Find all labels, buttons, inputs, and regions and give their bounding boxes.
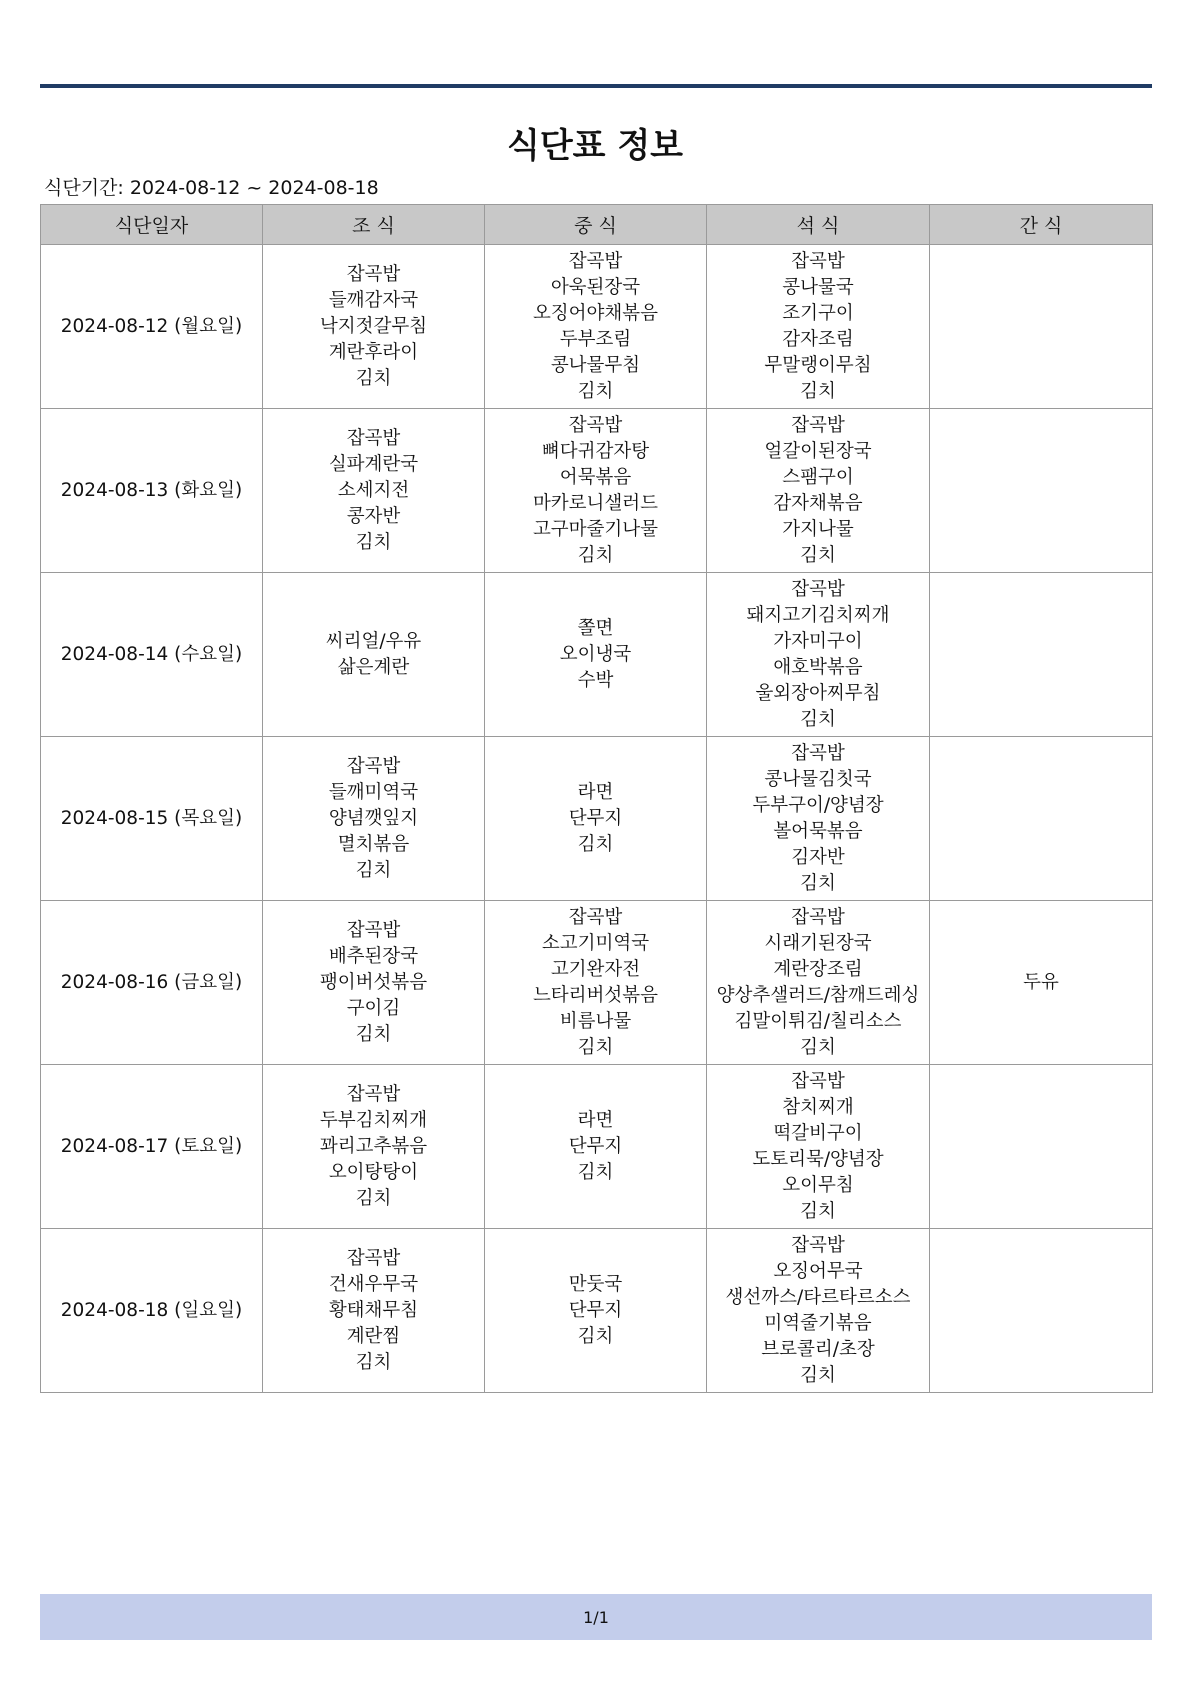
dish-item: 김치 — [800, 544, 836, 566]
lunch-cell — [485, 901, 707, 1065]
dish-item: 잡곡밥 — [791, 742, 845, 764]
page-number: 1/1 — [583, 1607, 609, 1627]
header-breakfast: 조 식 — [263, 205, 485, 245]
breakfast-cell — [263, 737, 485, 901]
dish-item: 고구마줄기나물 — [532, 518, 659, 540]
dish-item: 김치 — [577, 833, 614, 855]
dish-item: 도토리묵/양념장 — [752, 1148, 884, 1170]
table-row — [41, 1229, 1153, 1393]
dish-item: 미역줄기볶음 — [764, 1312, 872, 1334]
table-row — [41, 737, 1153, 901]
dish-item: 낙지젓갈무침 — [319, 315, 428, 337]
dinner-cell — [707, 1065, 930, 1229]
dish-item: 배추된장국 — [328, 945, 419, 967]
dish-item: 잡곡밥 — [791, 1234, 845, 1256]
dish-item: 건새우무국 — [328, 1273, 419, 1295]
dish-item: 마카로니샐러드 — [532, 492, 659, 514]
dish-item: 잡곡밥 — [346, 755, 401, 777]
snack-cell — [930, 573, 1153, 737]
dish-item: 멸치볶음 — [337, 833, 410, 855]
dish-item: 단무지 — [568, 1299, 623, 1321]
dish-item: 두부구이/양념장 — [752, 794, 884, 816]
dish-item: 김치 — [800, 708, 836, 730]
dish-item: 양념깻잎지 — [328, 807, 419, 829]
dish-item: 잡곡밥 — [568, 414, 623, 436]
table-row — [41, 1065, 1153, 1229]
dish-item: 스팸구이 — [782, 466, 854, 488]
dish-item: 잡곡밥 — [791, 906, 845, 928]
date-cell: 2024-08-17 (토요일) — [41, 1065, 263, 1229]
date-cell: 2024-08-18 (일요일) — [41, 1229, 263, 1393]
dish-item: 김치 — [800, 1036, 836, 1058]
dish-item: 조기구이 — [782, 302, 854, 324]
dish-item: 김치 — [355, 531, 392, 553]
dinner-cell — [707, 737, 930, 901]
dish-item: 황태채무침 — [328, 1299, 419, 1321]
top-divider — [40, 84, 1152, 88]
breakfast-cell — [263, 573, 485, 737]
header-snack: 간 식 — [930, 205, 1153, 245]
dish-item: 김치 — [355, 1187, 392, 1209]
dish-item: 잡곡밥 — [346, 1083, 401, 1105]
snack-cell — [930, 1065, 1153, 1229]
dish-item: 느타리버섯볶음 — [532, 984, 659, 1006]
dish-item: 볼어묵볶음 — [773, 820, 863, 842]
dish-item: 울외장아찌무침 — [755, 682, 881, 704]
dish-item: 김치 — [577, 1325, 614, 1347]
dish-item: 실파계란국 — [328, 453, 419, 475]
dish-item: 감자채볶음 — [773, 492, 863, 514]
dish-item: 김치 — [577, 1161, 614, 1183]
dish-item: 오이탕탕이 — [328, 1161, 419, 1183]
date-cell: 2024-08-15 (목요일) — [41, 737, 263, 901]
table-body — [41, 245, 1153, 1393]
header-lunch: 중 식 — [485, 205, 707, 245]
dish-item: 생선까스/타르타르소스 — [725, 1286, 911, 1308]
dish-item: 오이무침 — [782, 1174, 854, 1196]
dish-item: 김치 — [355, 367, 392, 389]
breakfast-cell — [263, 1065, 485, 1229]
dish-item: 김치 — [577, 380, 614, 402]
dish-item: 무말랭이무침 — [764, 354, 872, 376]
dish-item: 콩나물무침 — [550, 354, 641, 376]
dish-item: 두부조림 — [559, 328, 632, 350]
dish-item: 잡곡밥 — [346, 1247, 401, 1269]
dish-item: 잡곡밥 — [346, 263, 401, 285]
dish-item: 들깨미역국 — [328, 781, 419, 803]
dish-item: 씨리얼/우유 — [325, 630, 422, 652]
dish-item: 콩나물김칫국 — [764, 768, 872, 790]
dish-item: 아욱된장국 — [550, 276, 641, 298]
dish-item: 돼지고기김치찌개 — [746, 604, 890, 626]
dish-item: 단무지 — [568, 807, 623, 829]
dish-item: 오이냉국 — [559, 643, 632, 665]
dish-item: 라면 — [577, 781, 614, 803]
dish-item: 고기완자전 — [550, 958, 641, 980]
dish-item: 애호박볶음 — [773, 656, 863, 678]
dish-item: 김치 — [355, 1023, 392, 1045]
table-row — [41, 245, 1153, 409]
dinner-cell — [707, 901, 930, 1065]
table-row — [41, 573, 1153, 737]
dish-item: 콩나물국 — [782, 276, 854, 298]
header-dinner: 석 식 — [707, 205, 930, 245]
dish-item: 잡곡밥 — [791, 414, 845, 436]
lunch-cell — [485, 245, 707, 409]
dish-item: 김치 — [800, 872, 836, 894]
dish-item: 삶은계란 — [337, 656, 410, 678]
dish-item: 김치 — [800, 1200, 836, 1222]
dish-item: 가지나물 — [782, 518, 854, 540]
dish-item: 김치 — [577, 1036, 614, 1058]
dish-item: 잡곡밥 — [568, 250, 623, 272]
dish-item: 구이김 — [346, 997, 401, 1019]
dinner-cell — [707, 1229, 930, 1393]
dish-item: 김치 — [355, 1351, 392, 1373]
dish-item: 잡곡밥 — [568, 906, 623, 928]
dish-item: 만둣국 — [568, 1273, 623, 1295]
date-cell: 2024-08-12 (월요일) — [41, 245, 263, 409]
header-date: 식단일자 — [41, 205, 263, 245]
lunch-cell — [485, 409, 707, 573]
dish-item: 콩자반 — [346, 505, 401, 527]
snack-cell — [930, 1229, 1153, 1393]
breakfast-cell — [263, 245, 485, 409]
snack-cell — [930, 409, 1153, 573]
dish-item: 계란찜 — [346, 1325, 401, 1347]
dish-item: 팽이버섯볶음 — [319, 971, 428, 993]
dish-item: 시래기된장국 — [764, 932, 872, 954]
dinner-cell — [707, 409, 930, 573]
page-footer — [40, 1594, 1152, 1640]
dish-item: 쫄면 — [577, 617, 614, 639]
dish-item: 떡갈비구이 — [773, 1122, 863, 1144]
table-row — [41, 901, 1153, 1065]
dish-item: 오징어야채볶음 — [532, 302, 659, 324]
dish-item: 감자조림 — [782, 328, 854, 350]
dish-item: 브로콜리/초장 — [761, 1338, 875, 1360]
page-title: 식단표 정보 — [506, 126, 684, 166]
dish-item: 두유 — [1023, 971, 1059, 993]
breakfast-cell — [263, 901, 485, 1065]
dish-item: 소세지전 — [337, 479, 410, 501]
lunch-cell — [485, 737, 707, 901]
dish-item: 잡곡밥 — [791, 578, 845, 600]
lunch-cell — [485, 1065, 707, 1229]
lunch-cell — [485, 1229, 707, 1393]
date-cell: 2024-08-14 (수요일) — [41, 573, 263, 737]
dish-item: 김치 — [800, 380, 836, 402]
dish-item: 수박 — [577, 669, 614, 691]
dinner-cell — [707, 245, 930, 409]
date-cell: 2024-08-13 (화요일) — [41, 409, 263, 573]
dish-item: 잡곡밥 — [346, 919, 401, 941]
dish-item: 두부김치찌개 — [319, 1109, 428, 1131]
dish-item: 잡곡밥 — [791, 250, 845, 272]
dinner-cell — [707, 573, 930, 737]
meal-table — [40, 204, 1153, 1393]
dish-item: 어묵볶음 — [559, 466, 632, 488]
dish-item: 김말이튀김/칠리소스 — [734, 1010, 902, 1032]
dish-item: 단무지 — [568, 1135, 623, 1157]
date-cell: 2024-08-16 (금요일) — [41, 901, 263, 1065]
dish-item: 소고기미역국 — [541, 932, 650, 954]
dish-item: 오징어무국 — [773, 1260, 863, 1282]
dish-item: 계란장조림 — [773, 958, 863, 980]
dish-item: 김자반 — [791, 846, 845, 868]
dish-item: 참치찌개 — [782, 1096, 854, 1118]
dish-item: 잡곡밥 — [791, 1070, 845, 1092]
dish-item: 뼈다귀감자탕 — [541, 440, 650, 462]
dish-item: 양상추샐러드/참깨드레싱 — [716, 984, 920, 1006]
breakfast-cell — [263, 409, 485, 573]
dish-item: 잡곡밥 — [346, 427, 401, 449]
dish-item: 들깨감자국 — [328, 289, 419, 311]
table-header-row — [41, 205, 1153, 245]
dish-item: 김치 — [800, 1364, 836, 1386]
dish-item: 꽈리고추볶음 — [319, 1135, 428, 1157]
dish-item: 얼갈이된장국 — [764, 440, 872, 462]
snack-cell — [930, 901, 1153, 1065]
snack-cell — [930, 737, 1153, 901]
snack-cell — [930, 245, 1153, 409]
dish-item: 김치 — [577, 544, 614, 566]
dish-item: 김치 — [355, 859, 392, 881]
meal-period: 식단기간: 2024-08-12 ~ 2024-08-18 — [44, 177, 379, 199]
lunch-cell — [485, 573, 707, 737]
dish-item: 라면 — [577, 1109, 614, 1131]
table-row — [41, 409, 1153, 573]
dish-item: 비름나물 — [559, 1010, 632, 1032]
breakfast-cell — [263, 1229, 485, 1393]
dish-item: 계란후라이 — [328, 341, 419, 363]
dish-item: 가자미구이 — [773, 630, 863, 652]
